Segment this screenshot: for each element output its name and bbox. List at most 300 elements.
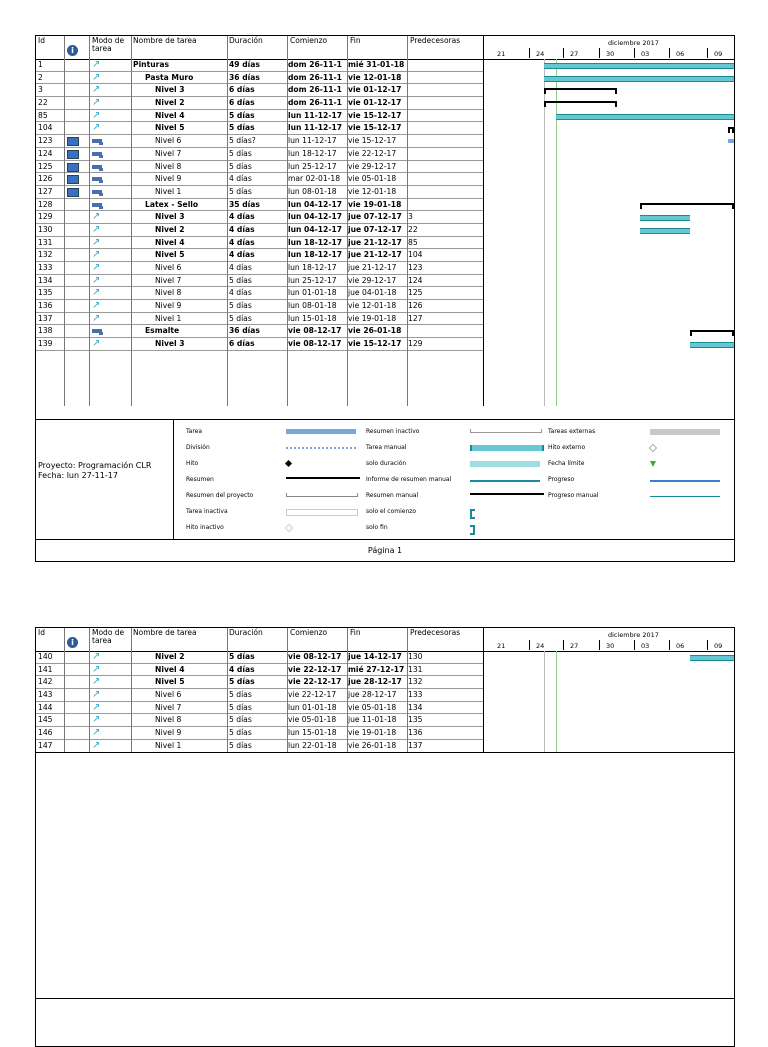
task-id: 127 [38,186,53,196]
task-duration: 5 días [229,677,255,687]
task-duration: 5 días [229,740,252,750]
table-row[interactable] [36,148,484,161]
task-id: 124 [38,148,53,158]
status-date-line [556,59,557,406]
task-duration: 4 días [229,288,252,298]
task-id: 141 [38,664,53,674]
task-start: lun 11-12-17 [288,136,337,146]
gantt-bar[interactable] [690,655,734,661]
task-name: Nivel 6 [155,136,182,146]
header-pred: Predecesoras [410,628,461,637]
task-duration: 5 días [229,702,252,712]
legend-swatch [470,445,544,451]
table-row[interactable] [36,714,484,727]
table-row[interactable] [36,84,484,97]
task-duration: 5 días [229,652,255,661]
legend-swatch [650,496,720,497]
task-id: 137 [38,313,53,323]
task-id: 85 [38,110,48,120]
task-start: lun 08-01-18 [288,301,337,311]
task-name: Nivel 5 [155,123,185,133]
task-id: 145 [38,715,53,725]
timescale-day: 24 [536,50,545,58]
table-row[interactable] [36,237,484,250]
legend-swatch [650,480,720,482]
pin-icon: ↗ [92,211,101,223]
timescale [484,36,734,60]
header-end: Fin [350,628,361,637]
table-row[interactable] [36,135,484,148]
task-duration: 4 días [229,250,255,260]
task-id: 104 [38,123,53,133]
legend-label: División [186,444,210,451]
task-end: mié 31-01-18 [348,60,405,69]
task-mode-cell [92,689,106,701]
task-mode-cell [92,338,106,350]
timescale-day: 24 [536,642,545,650]
table-row[interactable] [36,287,484,300]
legend-label: Resumen del proyecto [186,492,254,499]
task-start: dom 26-11-1 [288,60,342,69]
task-id: 134 [38,275,53,285]
table-row[interactable] [36,727,484,740]
task-duration: 6 días [229,85,255,95]
task-predecessors: 127 [408,313,423,323]
gantt-page-2 [35,627,735,1047]
task-id: 138 [38,326,53,336]
task-id: 131 [38,237,53,247]
task-name: Nivel 3 [155,339,185,349]
task-start: lun 18-12-17 [288,250,343,260]
task-duration: 5 días [229,715,252,725]
timescale-day: 21 [497,50,506,58]
header-start: Comienzo [290,36,328,45]
task-name: Nivel 2 [155,98,185,108]
task-name: Pinturas [133,60,169,69]
legend-swatch [470,480,540,482]
task-id: 126 [38,174,53,184]
pin-icon: ↗ [92,739,101,751]
header-id: Id [38,36,45,45]
legend-label: Hito externo [548,444,586,451]
task-mode-cell [92,262,106,274]
task-mode-cell [92,287,106,299]
task-start: lun 25-12-17 [288,275,337,285]
task-name: Latex - Sello [145,199,199,209]
header-id: Id [38,628,45,637]
task-predecessors: 133 [408,690,423,700]
task-start: lun 11-12-17 [288,110,343,120]
gantt-page-1 [35,35,735,562]
table-row[interactable] [36,72,484,85]
gantt-bar[interactable] [556,114,734,120]
calendar-icon [67,175,79,184]
task-duration: 5 días [229,110,255,120]
task-end: vie 05-01-18 [348,702,397,712]
task-mode-cell [92,84,106,96]
task-duration: 5 días [229,148,252,158]
legend-label: solo duración [366,460,407,467]
task-id: 125 [38,161,53,171]
gantt-bar[interactable] [640,203,734,205]
task-predecessors: 126 [408,301,423,311]
project-name: Proyecto: Programación CLR [38,461,152,470]
table-row[interactable] [36,211,484,224]
pin-icon: ↗ [92,300,101,312]
task-start: lun 15-01-18 [288,313,337,323]
legend-swatch [286,447,356,449]
task-duration: 49 días [229,60,260,69]
table-row[interactable] [36,59,484,72]
task-end: vie 05-01-18 [348,174,397,184]
task-mode-cell [92,664,106,676]
pin-icon: ↗ [92,676,101,688]
task-duration: 5 días [229,301,252,311]
task-mode-cell [92,122,106,134]
auto-schedule-icon [92,329,102,333]
table-row[interactable] [36,199,484,212]
task-id: 1 [38,60,43,69]
task-duration: 4 días [229,263,252,272]
task-mode-cell [92,313,106,325]
task-end: vie 12-01-18 [348,301,397,311]
task-end: jue 04-01-18 [348,288,397,298]
task-start: mar 02-01-18 [288,174,341,184]
calendar-icon [67,163,79,172]
task-id: 136 [38,301,53,311]
pin-icon: ↗ [92,701,101,713]
pin-icon: ↗ [92,262,101,273]
legend-label: Resumen [186,476,214,483]
task-end: jue 28-12-17 [348,690,397,700]
task-name: Nivel 6 [155,263,182,272]
task-predecessors: 131 [408,664,423,674]
task-start: vie 08-12-17 [288,339,342,349]
header-name: Nombre de tarea [133,36,197,45]
task-duration: 4 días [229,174,252,184]
legend-label: Resumen manual [366,492,419,499]
task-name: Nivel 4 [155,237,185,247]
legend-swatch [470,429,542,433]
task-start: lun 01-01-18 [288,702,337,712]
task-start: vie 22-12-17 [288,664,342,674]
task-duration: 6 días [229,98,255,108]
task-id: 142 [38,677,53,687]
pin-icon: ↗ [92,223,101,235]
table-row[interactable] [36,97,484,110]
task-end: jue 21-12-17 [348,250,402,260]
task-start: lun 18-12-17 [288,263,337,272]
pin-icon: ↗ [92,689,101,701]
calendar-icon [67,150,79,159]
status-date-line [544,651,545,752]
task-mode-cell [92,110,106,122]
task-mode-cell [92,97,106,109]
task-start: lun 18-12-17 [288,237,343,247]
pin-icon: ↗ [92,312,101,324]
pin-icon: ↗ [92,714,101,726]
table-row[interactable] [36,676,484,689]
legend-swatch [285,460,292,467]
gantt-bar[interactable] [690,342,734,348]
task-end: vie 22-12-17 [348,148,397,158]
legend-swatch [286,509,358,516]
task-id: 139 [38,339,53,349]
task-name: Nivel 1 [155,186,182,196]
task-rows [36,59,484,351]
table-row[interactable] [36,110,484,123]
pin-icon: ↗ [92,338,101,350]
task-id: 2 [38,72,43,82]
header-duration: Duración [229,628,263,637]
task-end: vie 12-01-18 [348,186,397,196]
pin-icon: ↗ [92,727,101,739]
table-row[interactable] [36,689,484,702]
task-id: 143 [38,690,53,700]
header-end: Fin [350,36,361,45]
task-end: jue 21-12-17 [348,263,397,272]
task-mode-cell [92,249,106,261]
task-predecessors: 85 [408,237,418,247]
task-duration: 5 días? [229,136,256,146]
task-table [36,36,484,350]
timescale-day: 06 [676,50,685,58]
table-row[interactable] [36,664,484,677]
task-id: 3 [38,85,43,95]
header-mode: Modo de tarea [92,36,125,53]
legend-label: Tarea manual [366,444,407,451]
task-mode-cell [92,325,106,337]
task-predecessors: 22 [408,224,418,234]
task-end: vie 26-01-18 [348,740,397,750]
task-predecessors: 123 [408,263,423,272]
task-end: jue 21-12-17 [348,237,402,247]
task-end: vie 15-12-17 [348,110,402,120]
task-duration: 5 días [229,728,252,738]
pin-icon: ↗ [92,84,101,96]
pin-icon: ↗ [92,663,101,675]
table-row[interactable] [36,338,484,351]
task-predecessors: 135 [408,715,423,725]
task-id: 128 [38,199,53,209]
legend-label: Tareas externas [548,428,596,435]
task-mode-cell [92,676,106,688]
legend-swatch [470,509,475,519]
timescale-day: 06 [676,642,685,650]
task-end: jue 28-12-17 [348,677,402,687]
table-row[interactable] [36,325,484,338]
gantt-bar[interactable] [544,63,734,69]
task-name: Nivel 4 [155,664,185,674]
legend-label: solo el comienzo [366,508,417,515]
legend-swatch [470,493,544,495]
task-mode-cell [92,651,106,663]
timescale-day: 09 [714,50,723,58]
legend-swatch [650,429,720,435]
task-duration: 35 días [229,199,260,209]
task-end: vie 29-12-17 [348,275,397,285]
task-name: Nivel 5 [155,250,185,260]
legend-swatch [649,444,657,452]
task-mode-cell [92,199,106,211]
task-duration: 4 días [229,664,255,674]
gantt-bar[interactable] [728,139,734,143]
task-id: 133 [38,263,53,272]
auto-schedule-icon [92,139,102,143]
header-mode: Modo de tarea [92,628,125,645]
table-row[interactable] [36,275,484,288]
task-name: Nivel 7 [155,148,182,158]
timescale-day: 03 [641,50,650,58]
gantt-bar[interactable] [544,88,617,90]
table-header [36,36,484,60]
task-duration: 4 días [229,237,255,247]
table-row[interactable] [36,262,484,275]
task-end: mié 27-12-17 [348,664,405,674]
timescale-day: 27 [570,642,579,650]
task-end: jue 14-12-17 [348,652,402,661]
task-id: 132 [38,250,53,260]
task-name: Nivel 9 [155,174,182,184]
task-duration: 36 días [229,72,260,82]
pin-icon: ↗ [92,274,101,286]
task-mode-cell [92,237,106,249]
table-row[interactable] [36,740,484,753]
task-name: Nivel 5 [155,677,185,687]
task-mode-cell [92,72,106,84]
task-start: vie 08-12-17 [288,326,342,336]
pin-icon: ↗ [92,122,101,134]
legend-label: Hito [186,460,199,467]
timescale-day: 27 [570,50,579,58]
pin-icon: ↗ [92,287,101,299]
task-duration: 36 días [229,326,260,336]
task-mode-cell [92,702,106,714]
project-date: Fecha: lun 27-11-17 [38,471,118,480]
task-duration: 5 días [229,690,252,700]
gantt-bar[interactable] [544,76,734,82]
task-end: vie 19-01-18 [348,728,397,738]
legend-label: Tarea [186,428,203,435]
task-predecessors: 130 [408,652,423,661]
task-name: Nivel 8 [155,161,182,171]
task-id: 130 [38,224,53,234]
timescale-day: 03 [641,642,650,650]
task-end: jue 07-12-17 [348,224,402,234]
task-name: Nivel 3 [155,85,185,95]
task-end: vie 12-01-18 [348,72,402,82]
table-row[interactable] [36,702,484,715]
task-duration: 4 días [229,212,255,222]
task-predecessors: 104 [408,250,423,260]
task-id: 147 [38,740,53,750]
task-predecessors: 132 [408,677,423,687]
table-row[interactable] [36,186,484,199]
task-name: Nivel 6 [155,690,182,700]
task-end: vie 19-01-18 [348,199,402,209]
task-name: Nivel 8 [155,288,182,298]
task-predecessors: 136 [408,728,423,738]
task-end: jue 11-01-18 [348,715,397,725]
pin-icon: ↗ [92,59,101,70]
status-date-line [544,59,545,406]
header-pred: Predecesoras [410,36,461,45]
table-row[interactable] [36,249,484,262]
task-id: 129 [38,212,53,222]
table-row[interactable] [36,313,484,326]
task-name: Nivel 2 [155,652,185,661]
auto-schedule-icon [92,203,102,207]
task-name: Nivel 3 [155,212,185,222]
task-mode-cell [92,275,106,287]
task-id: 123 [38,136,53,146]
table-row[interactable] [36,173,484,186]
header-start: Comienzo [290,628,328,637]
task-duration: 5 días [229,313,252,323]
task-mode-cell [92,211,106,223]
task-predecessors: 134 [408,702,423,712]
table-row[interactable] [36,300,484,313]
pin-icon: ↗ [92,109,101,121]
task-name: Nivel 9 [155,728,182,738]
legend-swatch [286,429,356,434]
task-start: lun 15-01-18 [288,728,337,738]
task-start: lun 22-01-18 [288,740,337,750]
task-predecessors: 137 [408,740,423,750]
gantt-bar[interactable] [544,101,617,103]
legend-swatch [286,477,360,479]
gantt-bar[interactable] [640,215,690,221]
table-row[interactable] [36,161,484,174]
table-row[interactable] [36,122,484,135]
task-mode-cell [92,740,106,752]
pin-icon: ↗ [92,236,101,248]
task-end: vie 26-01-18 [348,326,402,336]
legend-label: solo fin [366,524,388,531]
auto-schedule-icon [92,165,102,169]
task-start: lun 18-12-17 [288,148,337,158]
legend-swatch [650,461,656,467]
page-footer: Página 1 [36,539,734,563]
gantt-bar[interactable] [690,330,734,332]
task-mode-cell [92,727,106,739]
task-name: Pasta Muro [145,72,194,82]
legend-label: Resumen inactivo [366,428,420,435]
task-mode-cell [92,300,106,312]
timescale-day: 30 [606,642,615,650]
gantt-bar[interactable] [728,127,734,129]
task-id: 144 [38,702,53,712]
task-mode-cell [92,186,106,198]
status-date-line [556,651,557,752]
task-name: Nivel 4 [155,110,185,120]
gantt-bar[interactable] [640,228,690,234]
info-icon: i [67,45,78,56]
table-row[interactable] [36,651,484,664]
task-start: lun 25-12-17 [288,161,337,171]
task-name: Nivel 1 [155,313,182,323]
gantt-chart [484,36,734,406]
table-row[interactable] [36,224,484,237]
task-rows-2 [36,651,484,753]
task-mode-cell [92,224,106,236]
task-end: vie 19-01-18 [348,313,397,323]
legend-label: Progreso [548,476,575,483]
task-start: lun 11-12-17 [288,123,343,133]
task-name: Nivel 1 [155,740,182,750]
info-icon: i [67,637,78,648]
task-end: vie 15-12-17 [348,339,402,349]
